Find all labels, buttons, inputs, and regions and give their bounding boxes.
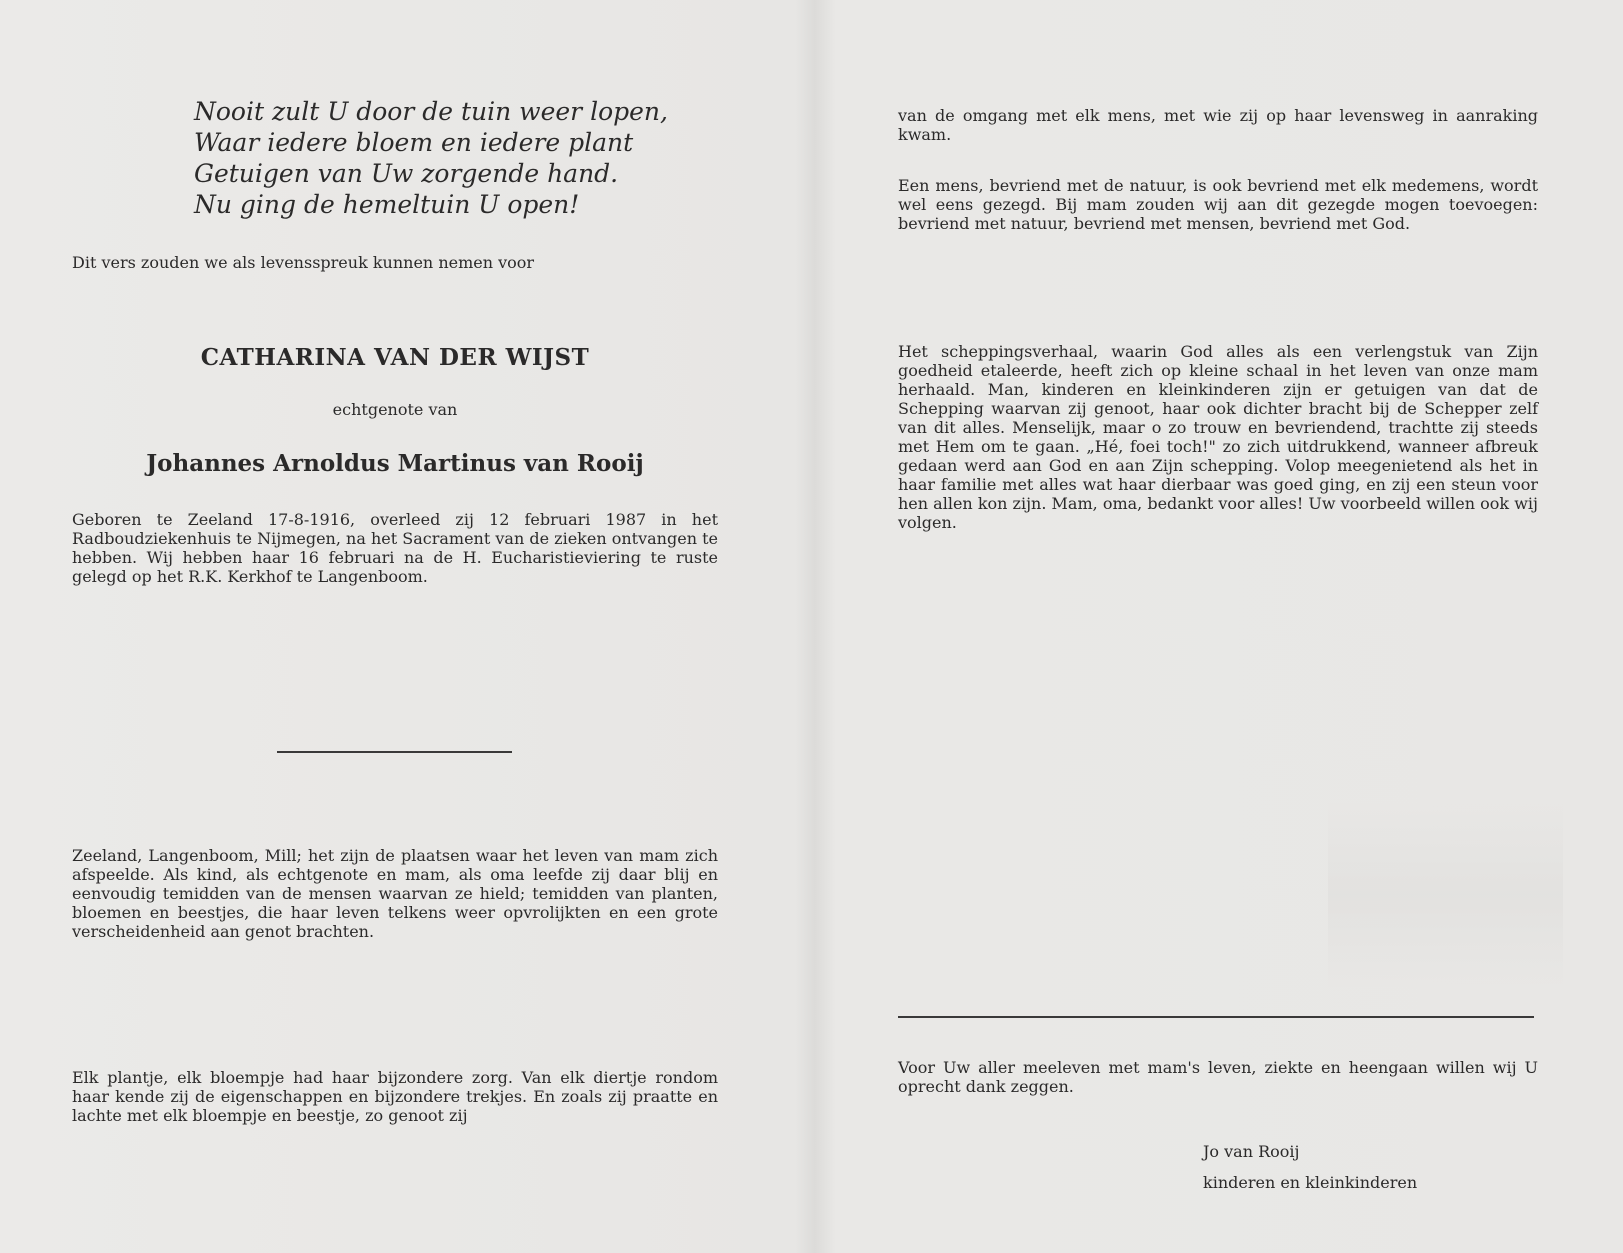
signature-family: kinderen en kleinkinderen [1203,1173,1418,1192]
poem-line: Nu ging de hemeltuin U open! [194,190,580,219]
signature-name: Jo van Rooij [1203,1142,1300,1161]
right-divider [898,1016,1534,1018]
deceased-name: CATHARINA VAN DER WIJST [200,344,590,371]
poem-line: Getuigen van Uw zorgende hand. [194,159,619,188]
nature-paragraph: Een mens, bevriend met de natuur, is ook bevriend met elk medemens, wordt wel eens gezegd. Bij mam zouden wij aan dit gezegde mogen toevoegen: bevriend met natuur, bevriend met mensen, bevriend met God. [898,176,1538,233]
continuation-paragraph: van de omgang met elk mens, met wie zij op haar levensweg in aanraking kwam. [898,106,1538,144]
signature-block [1203,1136,1543,1198]
spouse-label: echtgenote van [332,400,458,419]
left-divider [277,751,512,753]
care-paragraph: Elk plantje, elk bloempje had haar bijzondere zorg. Van elk diertje rondom haar kende zij de eigenschappen en bijzondere trekjes. En zoals zij praatte en lachte met elk bloempje en beestje, zo genoot zij [72,1068,718,1125]
poem-line: Waar iedere bloem en iedere plant [194,128,634,157]
spouse-name: Johannes Arnoldus Martinus van Rooij [146,450,644,477]
memorial-poem [194,96,668,220]
thanks-paragraph: Voor Uw aller meeleven met mam's leven, ziekte en heengaan willen wij U oprecht dank zeggen. [898,1058,1538,1096]
life-paragraph: Zeeland, Langenboom, Mill; het zijn de plaatsen waar het leven van mam zich afspeelde. Als kind, als echtgenote en mam, als oma leefde zij daar blij en eenvoudig temidden van de mensen waarvan ze hield; temidden van planten, bloemen en beestjes, die haar leven telkens weer opvrolijkten en een grote verscheidenheid aan genot brachten. [72,846,718,941]
intro-paragraph: Dit vers zouden we als levensspreuk kunnen nemen voor [72,253,535,272]
poem-line: Nooit zult U door de tuin weer lopen, [194,97,668,126]
creation-paragraph: Het scheppingsverhaal, waarin God alles als een verlengstuk van Zijn goedheid etaleerde, heeft zich op kleine schaal in het leven van onze mam herhaald. Man, kinderen en kleinkinderen zijn er getuigen van dat de Schepping waarvan zij genoot, haar ook dichter bracht bij de Schepper zelf van dit alles. Menselijk, maar o zo trouw en bevriendend, trachtte zij steeds met Hem om te gaan. „Hé, foei toch!" zo zich uitdrukkend, wanneer afbreuk gedaan werd aan God en aan Zijn schepping. Volop meegenietend als het in haar familie met alles wat haar dierbaar was goed ging, en zij een steun voor hen allen kon zijn. Mam, oma, bedankt voor alles! Uw voorbeeld willen ook wij volgen. [898,342,1538,532]
paper-shading [1328,800,1563,990]
birth-death-paragraph: Geboren te Zeeland 17-8-1916, overleed zij 12 februari 1987 in het Radboudziekenhuis te Nijmegen, na het Sacrament van de zieken ontvangen te hebben. Wij hebben haar 16 februari na de H. Eucharistieviering te ruste gelegd op het R.K. Kerkhof te Langenboom. [72,510,718,586]
